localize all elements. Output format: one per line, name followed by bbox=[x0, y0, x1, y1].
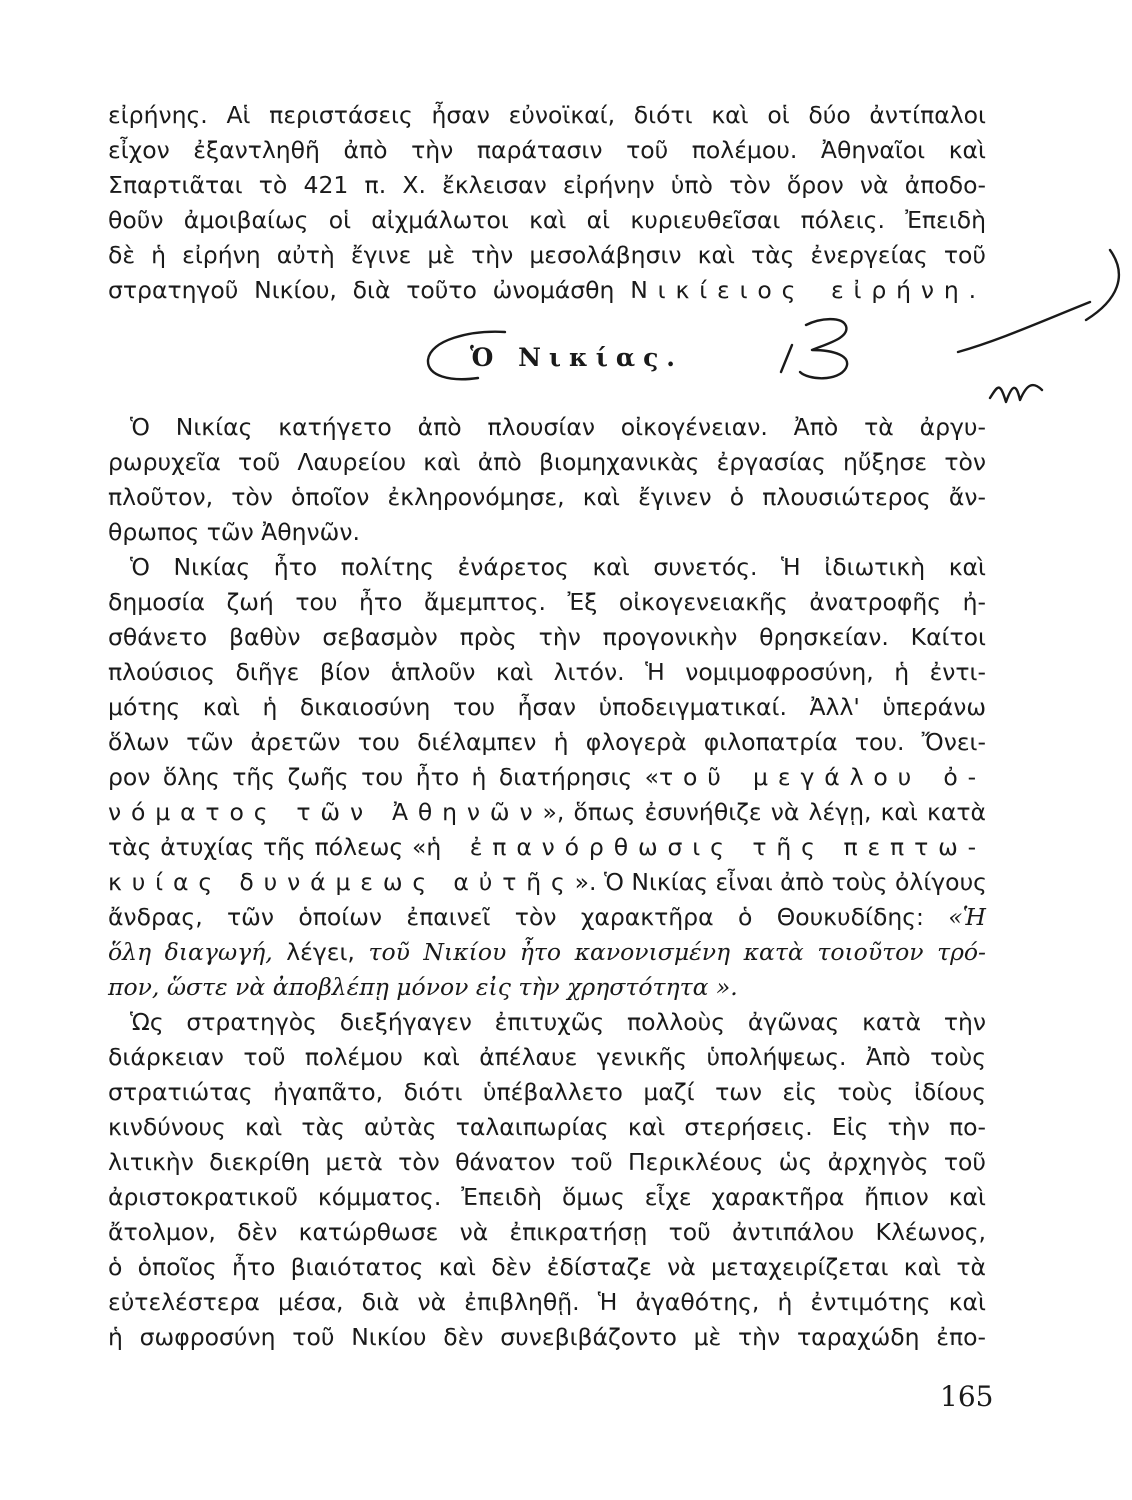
spaced-quote: κυίας δυνάμεως αὐτῆς bbox=[108, 868, 575, 896]
text-span: ». Ὁ Νικίας εἶναι ἀπὸ τοὺς ὀλίγους bbox=[574, 868, 987, 896]
text-line: στρατιώτας ἠγαπᾶτο, διότι ὑπέβαλλετο μαζί των εἰς τοὺς ἰδίους bbox=[108, 1078, 986, 1106]
text-line: ἄτολμον, δὲν κατώρθωσε νὰ ἐπικρατήσῃ τοῦ ἀντιπάλου Κλέωνος, bbox=[108, 1218, 986, 1246]
pen-curve-line bbox=[1086, 250, 1119, 320]
text-line: σθάνετο βαθὺν σεβασμὸν πρὸς τὴν προγονικὴν θρησκείαν. Καίτοι bbox=[108, 623, 986, 651]
spaced-term: Νικίειος εἰρήνη. bbox=[630, 276, 986, 304]
text-line: πλοῦτον, τὸν ὁποῖον ἐκληρονόμησε, καὶ ἔγινεν ὁ πλουσιώτερος ἄν- bbox=[108, 483, 986, 511]
pen-mark-one bbox=[781, 345, 792, 372]
text-line: κινδύνους καὶ τὰς αὐτὰς ταλαιπωρίας καὶ στερήσεις. Εἰς τὴν πο- bbox=[108, 1113, 986, 1141]
text-line: ὁ ὁποῖος ἦτο βιαιότατος καὶ δὲν ἐδίσταζε νὰ μεταχειρίζεται καὶ τὰ bbox=[108, 1253, 986, 1281]
pen-mark-eight bbox=[800, 319, 847, 378]
text-line: δημοσία ζωή του ἦτο ἄμεμπτος. Ἐξ οἰκογενειακῆς ἀνατροφῆς ἠ- bbox=[108, 588, 986, 616]
text-line: Ὁ Νικίας ἦτο πολίτης ἐνάρετος καὶ συνετός. Ἡ ἰδιωτικὴ καὶ bbox=[130, 553, 986, 581]
text-line: Ὡς στρατηγὸς διεξήγαγεν ἐπιτυχῶς πολλοὺς ἀγῶνας κατὰ τὴν bbox=[130, 1008, 986, 1036]
spaced-quote: τοῦ μεγάλου ὀ- bbox=[659, 763, 986, 791]
text-line: εἰρήνης. Αἱ περιστάσεις ἦσαν εὐνοϊκαί, διότι καὶ οἱ δύο ἀντίπαλοι bbox=[108, 101, 986, 129]
text-line: θοῦν ἀμοιβαίως οἱ αἰχμάλωτοι καὶ αἱ κυριευθεῖσαι πόλεις. Ἐπειδὴ bbox=[108, 206, 986, 234]
text-line: ὅλων τῶν ἀρετῶν του διέλαμπεν ἡ φλογερὰ φιλοπατρία του. Ὄνει- bbox=[108, 728, 986, 756]
text-line: πλούσιος διῆγε βίον ἁπλοῦν καὶ λιτόν. Ἡ νομιμοφροσύνη, ἡ ἐντι- bbox=[108, 658, 986, 686]
text-span: », ὅπως ἐσυνήθιζε νὰ λέγῃ, καὶ κατὰ bbox=[542, 798, 986, 826]
italic-quote: «Ἡ bbox=[948, 903, 986, 931]
text-line: πον, ὥστε νὰ ἀποβλέπῃ μόνον εἰς τὴν χρηστότητα ». bbox=[108, 973, 738, 1001]
text-line: θρωπος τῶν Ἀθηνῶν. bbox=[108, 518, 360, 546]
text-line: ἀριστοκρατικοῦ κόμματος. Ἐπειδὴ ὅμως εἶχε χαρακτῆρα ἤπιον καὶ bbox=[108, 1183, 986, 1211]
text-span: ἄνδρας, τῶν ὁποίων ἐπαινεῖ τὸν χαρακτῆρα ὁ Θουκυδίδης: bbox=[108, 903, 949, 931]
pen-scribble-mark bbox=[990, 385, 1042, 402]
text-line: Σπαρτιᾶται τὸ 421 π. Χ. ἔκλεισαν εἰρήνην ὑπὸ τὸν ὅρον νὰ ἀποδο- bbox=[108, 171, 986, 199]
text-span: ρον ὅλης τῆς ζωῆς του ἦτο ἡ διατήρησις « bbox=[108, 763, 660, 791]
text-line: δὲ ἡ εἰρήνη αὐτὴ ἔγινε μὲ τὴν μεσολάβησιν καὶ τὰς ἐνεργείας τοῦ bbox=[108, 241, 986, 269]
text-line: ρωρυχεῖα τοῦ Λαυρείου καὶ ἀπὸ βιομηχανικὰς ἐργασίας ηὔξησε τὸν bbox=[108, 448, 986, 476]
pen-long-stroke bbox=[958, 302, 1090, 352]
text-span: στρατηγοῦ Νικίου, διὰ τοῦτο ὠνομάσθη bbox=[108, 276, 615, 304]
text-line: Ὁ Νικίας κατήγετο ἀπὸ πλουσίαν οἰκογένειαν. Ἀπὸ τὰ ἀργυ- bbox=[130, 413, 986, 441]
spaced-quote: νόματος τῶν Ἀθηνῶν bbox=[108, 798, 543, 826]
italic-quote: τοῦ Νικίου ἦτο κανονισμένη κατὰ τοιοῦτον τρό- bbox=[368, 938, 986, 966]
text-line: ἡ σωφροσύνη τοῦ Νικίου δὲν συνεβιβάζοντο μὲ τὴν ταραχώδη ἐπο- bbox=[108, 1323, 986, 1351]
pen-circle-mark bbox=[428, 332, 505, 379]
text-line: εἶχον ἐξαντληθῆ ἀπὸ τὴν παράτασιν τοῦ πολέμου. Ἀθηναῖοι καὶ bbox=[108, 136, 986, 164]
text-line: λιτικὴν διεκρίθη μετὰ τὸν θάνατον τοῦ Περικλέους ὡς ἀρχηγὸς τοῦ bbox=[108, 1148, 986, 1176]
text-line: εὐτελέστερα μέσα, διὰ νὰ ἐπιβληθῇ. Ἡ ἀγαθότης, ἡ ἐντιμότης καὶ bbox=[108, 1288, 986, 1316]
text-line: μότης καὶ ἡ δικαιοσύνη του ἦσαν ὑποδειγματικαί. Ἀλλ' ὑπεράνω bbox=[108, 693, 986, 721]
text-line: διάρκειαν τοῦ πολέμου καὶ ἀπέλαυε γενικῆς ὑπολήψεως. Ἀπὸ τοὺς bbox=[108, 1043, 986, 1071]
italic-quote: ὅλη διαγωγή, bbox=[108, 938, 273, 966]
text-span: λέγει, bbox=[272, 938, 369, 966]
spaced-quote: ἡ ἐπανόρθωσις τῆς πεπτω- bbox=[426, 833, 986, 861]
section-heading: Ὁ Νικίας. bbox=[470, 343, 684, 372]
text-span: τὰς ἀτυχίας τῆς πόλεως « bbox=[108, 833, 427, 861]
page-number: 165 bbox=[940, 1380, 994, 1413]
